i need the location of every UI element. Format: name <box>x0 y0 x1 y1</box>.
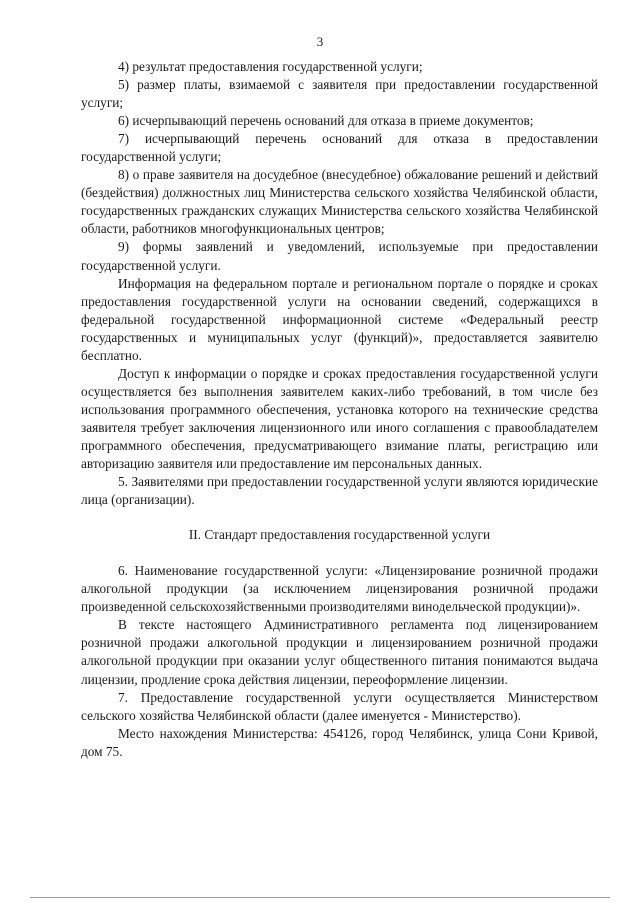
paragraph-item-7: 7) исчерпывающий перечень оснований для отказа в предоставлении государственной услуги; <box>81 131 598 165</box>
paragraph-item-6: 6) исчерпывающий перечень оснований для отказа в приеме документов; <box>118 113 534 129</box>
paragraph-item-9: 9) формы заявлений и уведомлений, используемые при предоставлении государственной услуги. <box>81 239 598 273</box>
paragraph-licensing-definition: В тексте настоящего Административного регламента под лицензированием розничной продажи алкогольной продукции и лицензированием розничной продажи алкогольной продукции при оказании услуг общественного питания понимаются выдача лицензии, продление срока действия лицензии, переоформление лицензии. <box>81 617 598 687</box>
paragraph-item-4: 4) результат предоставления государственной услуги; <box>118 59 423 74</box>
document-body <box>81 58 598 761</box>
paragraph-clause-7: 7. Предоставление государственной услуги осуществляется Министерством сельского хозяйства Челябинской области (далее именуется - Министерство). <box>81 689 598 723</box>
paragraph-ministry-address: Место нахождения Министерства: 454126, город Челябинск, улица Сони Кривой, дом 75. <box>81 725 598 759</box>
page-number: 3 <box>316 34 324 49</box>
paragraph-item-8: 8) о праве заявителя на досудебное (внесудебное) обжалование решений и действий (бездействия) должностных лиц Министерства сельского хозяйства Челябинской области, государственных гражданских служащих Министерства сельского хозяйства Челябинской области, работников многофункциональных центров; <box>81 167 598 237</box>
paragraph-portal-info: Информация на федеральном портале и региональном портале о порядке и сроках предоставления государственной услуги на основании сведений, содержащихся в федеральной государственной информационной системе «Федеральный реестр государственных и муниципальных услуг (функций)», предоставляется заявителю бесплатно. <box>81 275 598 363</box>
paragraph-clause-5: 5. Заявителями при предоставлении государственной услуги являются юридические лица (организации). <box>81 474 598 508</box>
bottom-rule <box>30 897 610 898</box>
paragraph-item-5: 5) размер платы, взимаемой с заявителя при предоставлении государственной услуги; <box>81 77 598 111</box>
paragraph-clause-6: 6. Наименование государственной услуги: «Лицензирование розничной продажи алкогольной продукции (за исключением лицензирования розничной продажи произведенной сельскохозяйственными производителями винодельческой продукции)». <box>81 563 598 615</box>
section-heading: II. Стандарт предоставления государственной услуги <box>188 527 491 543</box>
paragraph-access-info: Доступ к информации о порядке и сроках предоставления государственной услуги осуществляется без выполнения заявителем каких-либо требований, в том числе без использования программного обеспечения, установка которого на технические средства заявителя требует заключения лицензионного или иного соглашения с правообладателем программного обеспечения, предусматривающего взимание платы, регистрацию или авторизацию заявителя или предоставление им персональных данных. <box>81 365 598 472</box>
